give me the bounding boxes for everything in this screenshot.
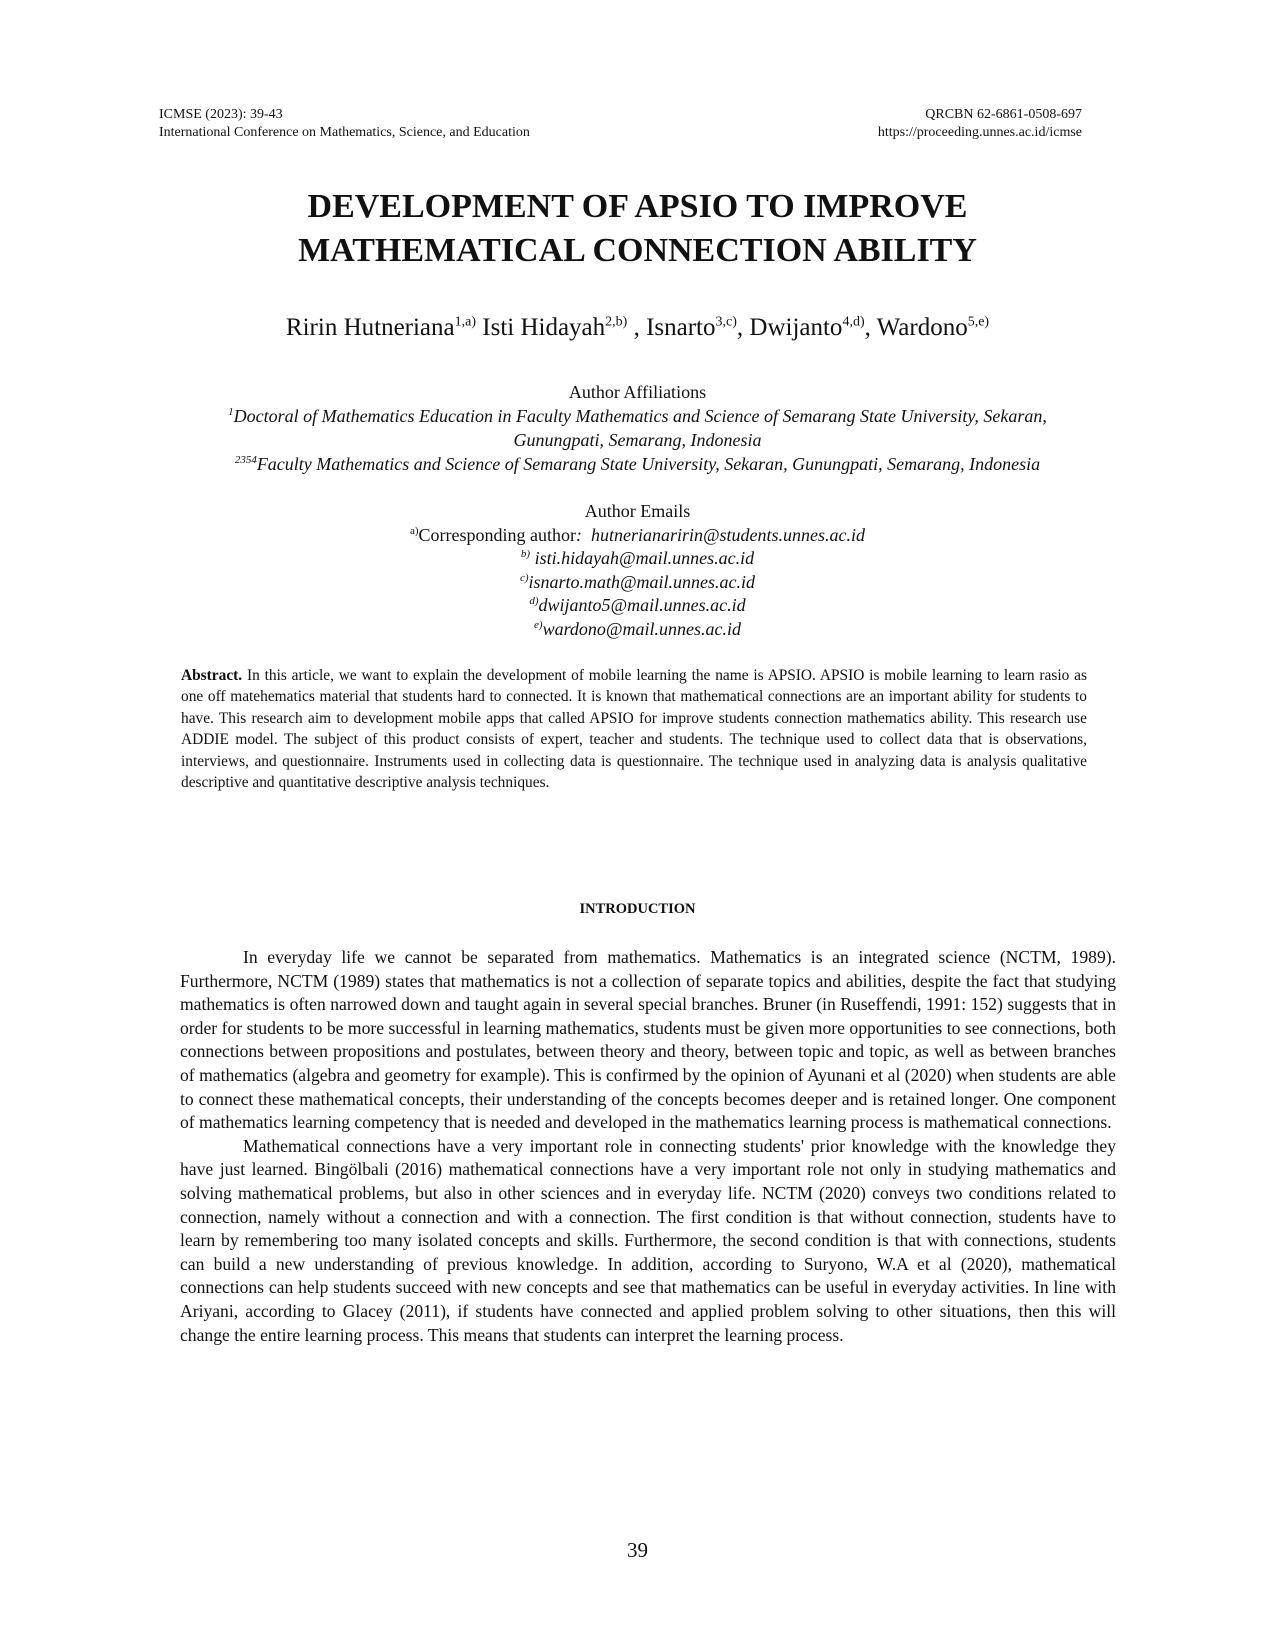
author-list [160,312,1115,344]
abstract-text: In this article, we want to explain the development of mobile learning the name is APSIO. APSIO is mobile learning to learn rasio as one off matehematics material that students hard to connected. It is known that mathematical connections are an important ability for students to have. This research aim to development mobile apps that called APSIO for improve students connection mathematics ability. This research use ADDIE model. The subject of this product consists of expert, teacher and students. The technique used to collect data that is observations, interviews, and questionnaire. Instruments used in collecting data is questionnaire. The technique used in analyzing data is analysis qualitative descriptive and quantitative descriptive analysis techniques. [181,667,1087,792]
author-name: Wardono [876,314,968,341]
author-name: Ririn Hutneriana [285,314,455,341]
abstract [181,665,1087,793]
email-address: dwijanto5@mail.unnes.ac.id [538,595,746,615]
email-sup: d) [529,595,539,607]
introduction-body [180,946,1116,1347]
corresponding-author-line [160,524,1115,548]
running-header-right [878,106,1082,142]
author-separator: , [627,314,647,341]
author-sup: 4,d) [842,314,865,330]
corresponding-sup: a) [409,524,419,537]
author-sup: 3,c) [715,314,737,330]
email-line-c [160,571,1115,595]
header-url: https://proceeding.unnes.ac.id/icmse [877,125,1082,140]
running-header-left [159,106,530,142]
author-3 [646,314,737,341]
affiliation-2 [140,452,1135,476]
author-name: Isnarto [646,314,716,341]
title-line-2: MATHEMATICAL CONNECTION ABILITY [298,232,977,269]
affiliations-heading: Author Affiliations [568,382,707,402]
abstract-label: Abstract. [181,667,243,684]
header-conference: International Conference on Mathematics, Science, and Education [159,125,530,140]
corresponding-colon: : [575,524,582,545]
author-sup: 1,a) [454,314,477,330]
email-sup: e) [534,618,543,631]
section-heading-introduction: INTRODUCTION [579,901,696,917]
email-address: wardono@mail.unnes.ac.id [542,618,741,639]
email-sup: c) [519,571,529,584]
author-separator: , [736,314,750,341]
author-4 [749,314,864,341]
header-citation: ICMSE (2023): 39-43 [159,107,283,122]
email-line-d [160,594,1115,618]
email-line-e [160,618,1115,642]
emails-heading: Author Emails [584,501,691,521]
corresponding-label: Corresponding author [418,524,576,545]
paper-title [160,185,1115,273]
email-address: isnarto.math@mail.unnes.ac.id [528,571,756,592]
affiliation-1-text: Doctoral of Mathematics Education in Faculty Mathematics and Science of Semarang State University, Sekaran, [233,406,1047,426]
affiliation-2-text: Faculty Mathematics and Science of Semarang State University, Sekaran, Gunungpati, Semarang, Indonesia [256,454,1041,474]
affiliation-2-sup: 2354 [234,454,257,466]
author-emails [160,500,1115,641]
author-name: Dwijanto [749,314,843,341]
paragraph-1: In everyday life we cannot be separated from mathematics. Mathematics is an integrated science (NCTM, 1989). Furthermore, NCTM (1989) states that mathematics is not a collection of separate topics and abilities, despite the fact that studying mathematics is often narrowed down and taught again in several special branches. Bruner (in Ruseffendi, 1991: 152) suggests that in order for students to be more successful in learning mathematics, students must be given more opportunities to see connections, both connections between propositions and postulates, between theory and theory, between topic and topic, as well as between branches of mathematics (algebra and geometry for example). This is confirmed by the opinion of Ayunani et al (2020) when students are able to connect these mathematical concepts, their understanding of the concepts becomes deeper and is retained longer. One component of mathematics learning competency that is needed and developed in the mathematics learning process is mathematical connections. [180,947,1116,1133]
author-2 [482,314,627,341]
email-address: isti.hidayah@mail.unnes.ac.id [530,548,755,568]
author-sup: 5,e) [967,314,990,330]
paragraph-2: Mathematical connections have a very important role in connecting students' prior knowledge with the knowledge they have just learned. Bingölbali (2016) mathematical connections have a very important role not only in studying mathematics and solving mathematical problems, but also in other sciences and in everyday life. NCTM (2020) conveys two conditions related to connection, namely without a connection and with a connection. The first condition is that without connection, students have to learn by remembering too many isolated concepts and skills. Furthermore, the second condition is that with connections, students can build a new understanding of previous knowledge. In addition, according to Suryono, W.A et al (2020), mathematical connections can help students succeed with new concepts and see that mathematics can be useful in everyday activities. In line with Ariyani, according to Glacey (2011), if students have connected and applied problem solving to other situations, then this will change the entire learning process. This means that students can interpret the learning process. [180,1135,1116,1345]
author-sup: 2,b) [605,314,628,330]
header-qrcbn: QRCBN 62-6861-0508-697 [925,107,1082,122]
affiliation-1-sup: 1 [228,406,234,418]
author-affiliations [140,380,1135,476]
corresponding-email: hutnerianaririn@students.unnes.ac.id [590,524,866,545]
affiliation-1-line-2: Gunungpati, Semarang, Indonesia [513,430,762,450]
title-line-1: DEVELOPMENT OF APSIO TO IMPROVE [307,188,968,225]
email-line-b [160,547,1115,571]
author-name: Isti Hidayah [482,314,606,341]
affiliation-1-line-1 [140,404,1135,428]
author-5 [877,314,989,341]
email-sup: b) [520,548,531,560]
author-separator: , [864,314,877,341]
page-number: 39 [627,1538,648,1562]
author-1 [286,314,476,341]
